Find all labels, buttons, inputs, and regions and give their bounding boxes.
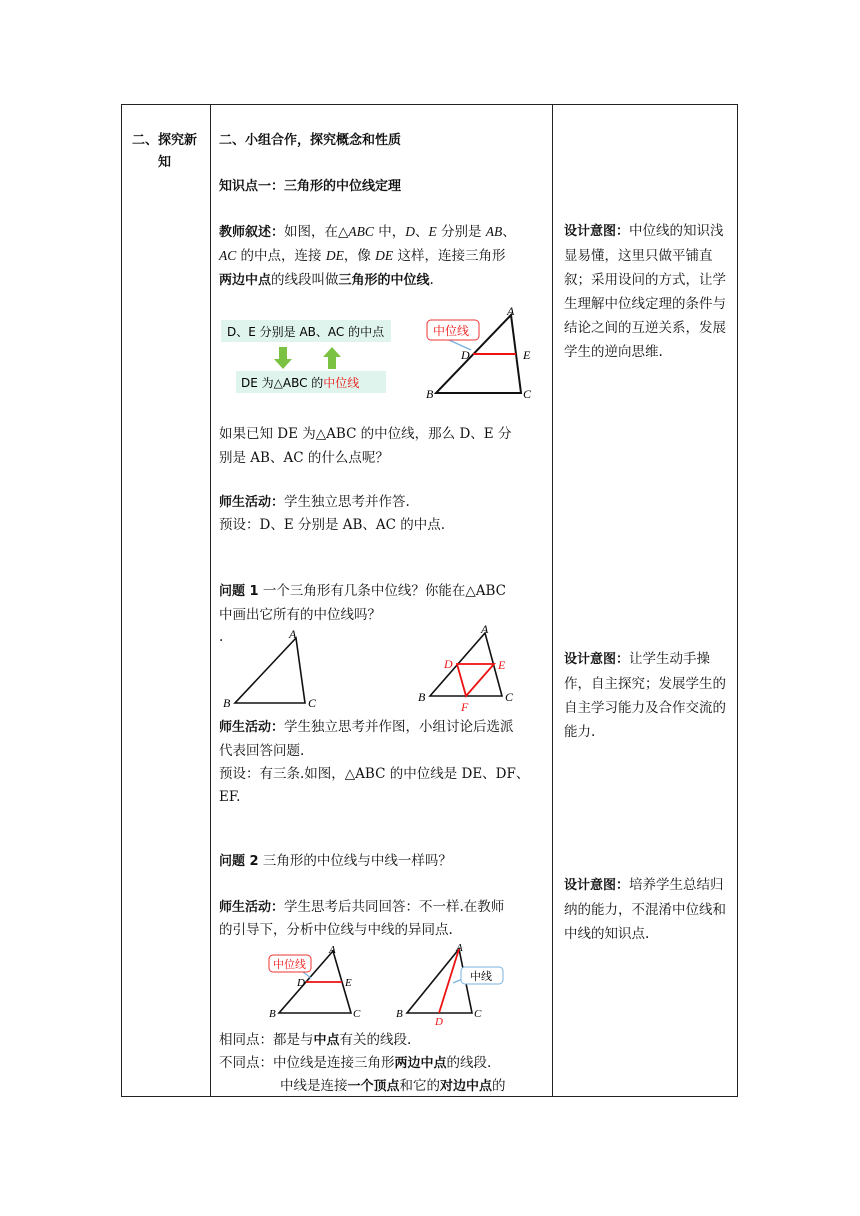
left-callout-text: 中位线 xyxy=(273,958,306,971)
narration-text: 这样，连接三角形 xyxy=(393,248,506,264)
midline-vs-median-figure xyxy=(219,943,551,1025)
design-intent-2 xyxy=(564,647,734,744)
narration-text: ，像 xyxy=(343,248,376,264)
activity-1 xyxy=(219,490,410,515)
label-c: C xyxy=(505,690,514,704)
label-a: A xyxy=(456,943,463,954)
label-d: D xyxy=(461,348,470,362)
label-a: A xyxy=(507,305,515,318)
problem-1-line-1 xyxy=(219,579,506,604)
label-e: E xyxy=(345,977,352,989)
design-text: 中位线的知识浅显易懂，这里只做平铺直叙；采用设问的方式，让学生理解中位线定理的条件与结论之间的互逆关系，发展学生的逆向思维. xyxy=(564,223,726,360)
difference-text: 的 xyxy=(492,1078,506,1094)
activity-text: 学生独立思考并作图，小组讨论后选派 xyxy=(284,719,514,735)
midline-callout-text: 中位线 xyxy=(433,324,470,338)
label-f: F xyxy=(461,700,469,713)
difference-line-1 xyxy=(219,1051,491,1076)
lesson-table xyxy=(121,104,738,1097)
label-c: C xyxy=(353,1008,361,1020)
activity-1-preset: 预设：D、E 分别是 AB、AC 的中点. xyxy=(219,517,446,533)
activity-lead: 师生活动： xyxy=(219,900,285,915)
narration-text: 分别是 xyxy=(436,224,486,240)
midline-definition-figure xyxy=(221,305,551,405)
column-divider-2 xyxy=(552,105,553,1096)
label-d: D xyxy=(435,1016,443,1025)
up-arrow-icon xyxy=(323,347,341,369)
activity-3-line-2: 的引导下，分析中位线与中线的异同点. xyxy=(219,922,453,938)
problem-2 xyxy=(219,849,452,874)
label-e: E xyxy=(498,658,506,672)
problem-1-line-2: 中画出它所有的中位线吗？ xyxy=(219,607,381,623)
difference-text: 的线段. xyxy=(446,1055,492,1071)
condition-text: D、E 分别是 AB、AC 的中点 xyxy=(227,325,385,339)
design-intent-3 xyxy=(564,873,734,946)
narration-sep: 、 xyxy=(502,224,516,240)
blank-triangle xyxy=(235,638,305,703)
label-c: C xyxy=(474,1008,482,1020)
difference-text: 不同点：中位线是连接三角形 xyxy=(219,1055,395,1071)
down-arrow-icon xyxy=(274,347,292,369)
conclusion-red: 中位线 xyxy=(323,376,360,390)
difference-bold: 一个顶点 xyxy=(347,1079,400,1094)
narration-text: . xyxy=(429,272,434,288)
activity-lead: 师生活动： xyxy=(219,495,285,510)
design-text: 让学生动手操作，自主探究；发展学生的自主学习能力及合作交流的能力. xyxy=(564,651,726,740)
label-b: B xyxy=(396,1008,403,1020)
problem-text: 一个三角形有几条中位线？你能在△ABC xyxy=(258,583,507,599)
design-intent-1 xyxy=(564,219,734,364)
label-d: D xyxy=(297,977,305,989)
narration-bold: 三角形的中位线 xyxy=(338,273,430,288)
stray-dot: . xyxy=(219,629,224,645)
section-heading: 二、小组合作，探究概念和性质 xyxy=(219,133,402,148)
right-callout-text: 中线 xyxy=(470,970,492,983)
design-lead: 设计意图： xyxy=(564,224,630,239)
narration-abc: ABC xyxy=(348,224,374,239)
narration-text: 的线段叫做 xyxy=(271,272,339,288)
narration-text: 中， xyxy=(373,224,406,240)
difference-bold: 两边中点 xyxy=(394,1056,447,1071)
design-text: 培养学生总结归纳的能力，不混淆中位线和中线的知识点. xyxy=(564,877,726,942)
conclusion-pre: DE 为△ABC 的 xyxy=(241,376,324,390)
section-label-line1: 二、探究新 xyxy=(132,133,198,148)
activity-2-line-3: 预设：有三条.如图，△ABC 的中位线是 DE、DF、 xyxy=(219,766,530,782)
design-lead: 设计意图： xyxy=(564,878,630,893)
right-median xyxy=(439,949,459,1013)
narration-bold: 两边中点 xyxy=(219,273,272,288)
question-line-2: 别是 AB、AC 的什么点呢？ xyxy=(219,450,389,466)
label-a: A xyxy=(289,627,297,641)
label-b: B xyxy=(426,387,434,401)
label-b: B xyxy=(269,1008,276,1020)
activity-2-line-1 xyxy=(219,715,514,740)
problem-lead: 问题 1 xyxy=(219,584,259,599)
knowledge-point-title: 知识点一：三角形的中位线定理 xyxy=(219,179,402,194)
narration-d: D xyxy=(405,224,415,239)
narration-sep: 、 xyxy=(414,224,429,240)
label-e: E xyxy=(523,348,531,362)
difference-bold: 对边中点 xyxy=(440,1079,493,1094)
label-c: C xyxy=(308,696,317,710)
conclusion-text xyxy=(241,375,359,390)
activity-3-line-1 xyxy=(219,895,504,920)
similarity-line xyxy=(219,1028,411,1053)
midline-triangle-def xyxy=(457,664,494,696)
activity-text: 学生独立思考并作答. xyxy=(284,494,410,510)
activity-lead: 师生活动： xyxy=(219,720,285,735)
activity-2-line-4: EF. xyxy=(219,789,241,805)
problem-text: 三角形的中位线与中线一样吗？ xyxy=(258,853,452,869)
narration-line-2 xyxy=(219,244,505,268)
column-divider-1 xyxy=(210,105,211,1096)
section-label-line2: 知 xyxy=(158,155,172,170)
narration-de: DE xyxy=(375,248,394,263)
similarity-text: 相同点：都是与 xyxy=(219,1032,314,1048)
label-b: B xyxy=(223,696,231,710)
activity-2-line-2: 代表回答问题. xyxy=(219,743,305,759)
narration-text: 如图，在△ xyxy=(284,224,349,240)
narration-lead: 教师叙述： xyxy=(219,225,285,240)
similarity-bold: 中点 xyxy=(313,1033,340,1048)
label-b: B xyxy=(418,690,426,704)
difference-line-2 xyxy=(280,1074,506,1099)
narration-de: DE xyxy=(325,248,344,263)
activity-text: 学生思考后共同回答：不一样.在教师 xyxy=(284,899,505,915)
label-d: D xyxy=(444,657,453,671)
difference-text: 中线是连接 xyxy=(280,1078,348,1094)
narration-text: 的中点，连接 xyxy=(236,248,326,264)
label-a: A xyxy=(481,623,489,636)
design-lead: 设计意图： xyxy=(564,652,630,667)
narration-line-1 xyxy=(219,220,516,245)
narration-line-3 xyxy=(219,268,434,293)
narration-ac: AC xyxy=(219,248,237,263)
similarity-text: 有关的线段. xyxy=(339,1032,412,1048)
label-c: C xyxy=(523,387,532,401)
problem-lead: 问题 2 xyxy=(219,854,259,869)
difference-text: 和它的 xyxy=(399,1078,441,1094)
narration-ab: AB xyxy=(485,224,503,239)
midline-drawing-figure xyxy=(219,623,551,713)
label-a: A xyxy=(329,944,336,956)
narration-e: E xyxy=(428,224,437,239)
question-line-1: 如果已知 DE 为△ABC 的中位线，那么 D、E 分 xyxy=(219,426,512,442)
